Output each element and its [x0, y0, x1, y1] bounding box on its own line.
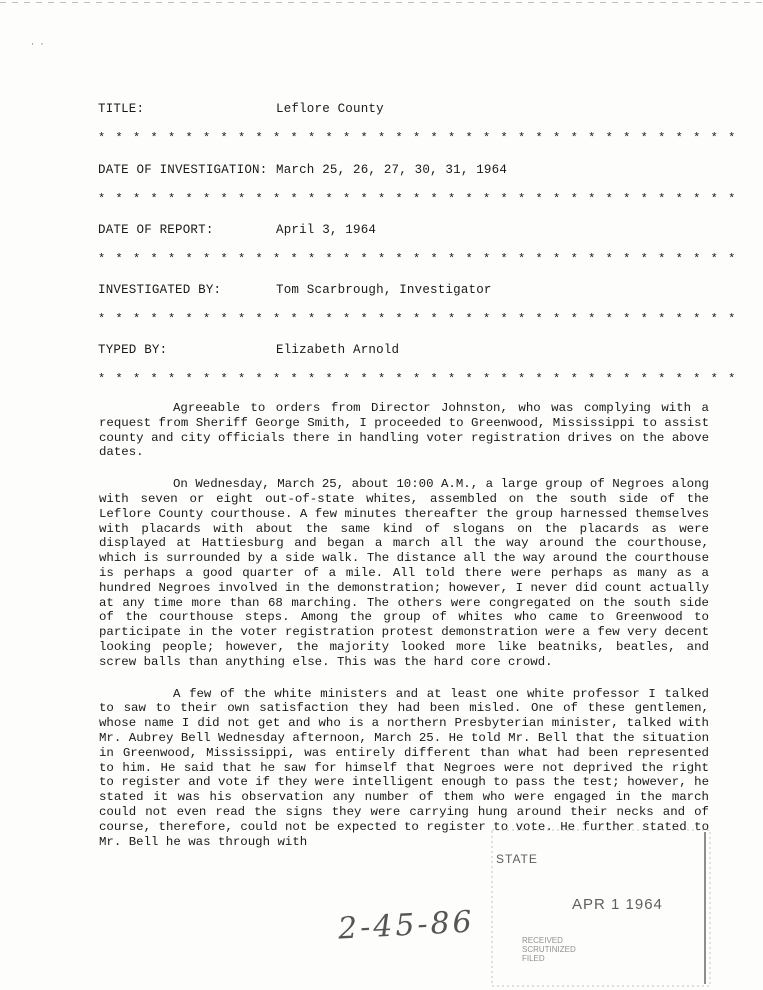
separator-5: * * * * * * * * * * * * * * * * * * * * * * * * * * * * * * * * * * * * *	[98, 372, 737, 386]
separator-2: * * * * * * * * * * * * * * * * * * * * * * * * * * * * * * * * * * * * *	[98, 192, 737, 206]
separator-1: * * * * * * * * * * * * * * * * * * * * * * * * * * * * * * * * * * * * *	[98, 131, 737, 145]
title-value: Leflore County	[276, 102, 384, 116]
stamp-date: APR 1 1964	[572, 896, 663, 913]
typed-by-label: TYPED BY:	[98, 343, 168, 357]
stamp-header: STATE	[496, 852, 538, 866]
investigated-by-value: Tom Scarbrough, Investigator	[276, 283, 492, 297]
separator-3: * * * * * * * * * * * * * * * * * * * * * * * * * * * * * * * * * * * * *	[98, 252, 737, 266]
investigated-by-row	[98, 283, 492, 297]
paragraph-1: Agreeable to orders from Director Johnston, who was complying with a request from Sheriff George Smith, I proceeded to Greenwood, Mississippi to assist county and city officials there in handling voter registration drives on the above dates.	[99, 401, 709, 460]
stamp-lines: RECEIVED SCRUTINIZED FILED	[522, 936, 576, 963]
title-label: TITLE:	[98, 102, 145, 116]
date-report-label: DATE OF REPORT:	[98, 223, 214, 237]
date-investigation-value: March 25, 26, 27, 30, 31, 1964	[276, 163, 508, 177]
page-edge-line	[0, 2, 763, 3]
paragraph-2: On Wednesday, March 25, about 10:00 A.M., a large group of Negroes along with seven or eight out-of-state whites, assembled on the south side of the Leflore County courthouse. A few minutes thereafter the group harnessed themselves with placards with about the same kind of slogans on the placards as were displayed at Hattiesburg and began a march all the way around the courthouse, which is surrounded by a side walk. The distance all the way around the courthouse is perhaps a good quarter of a mile. All told there were perhaps as many as a hundred Negroes involved in the demonstration; however, I never did count actually at any time more than 68 marching. The others were congregated on the south side of the courthouse steps. Among the group of whites who came to Greenwood to participate in the voter registration protest demonstration were a few very decent looking people; however, the majority looked more like beatniks, beatles, and screw balls than anything else. This was the hard core crowd.	[99, 477, 709, 669]
typed-by-row	[98, 343, 399, 357]
paper-specks: · ·	[30, 40, 45, 49]
report-body	[99, 401, 709, 866]
investigated-by-label: INVESTIGATED BY:	[98, 283, 222, 297]
typed-by-value: Elizabeth Arnold	[276, 343, 400, 357]
date-investigation-row	[98, 163, 507, 177]
handwritten-file-number: 2-45-86	[337, 904, 476, 947]
date-report-value: April 3, 1964	[276, 223, 377, 237]
separator-4: * * * * * * * * * * * * * * * * * * * * * * * * * * * * * * * * * * * * *	[98, 312, 737, 326]
paragraph-3: A few of the white ministers and at least one white professor I talked to saw to their own satisfaction they had been misled. One of these gentlemen, whose name I did not get and who is a northern Presbyterian minister, talked with Mr. Aubrey Bell Wednesday afternoon, March 25. He told Mr. Bell that the situation in Greenwood, Mississippi, was entirely different than what had been represented to him. He said that he saw for himself that Negroes were not deprived the right to register and vote if they were intelligent enough to pass the test; however, he stated it was his observation any number of them who were engaged in the march could not even read the signs they were carrying hung around their necks and of course, therefore, could not be expected to register to vote. He further stated to Mr. Bell he was through with	[99, 686, 709, 849]
date-investigation-label: DATE OF INVESTIGATION:	[98, 163, 268, 177]
date-report-row	[98, 223, 376, 237]
title-row	[98, 102, 384, 116]
